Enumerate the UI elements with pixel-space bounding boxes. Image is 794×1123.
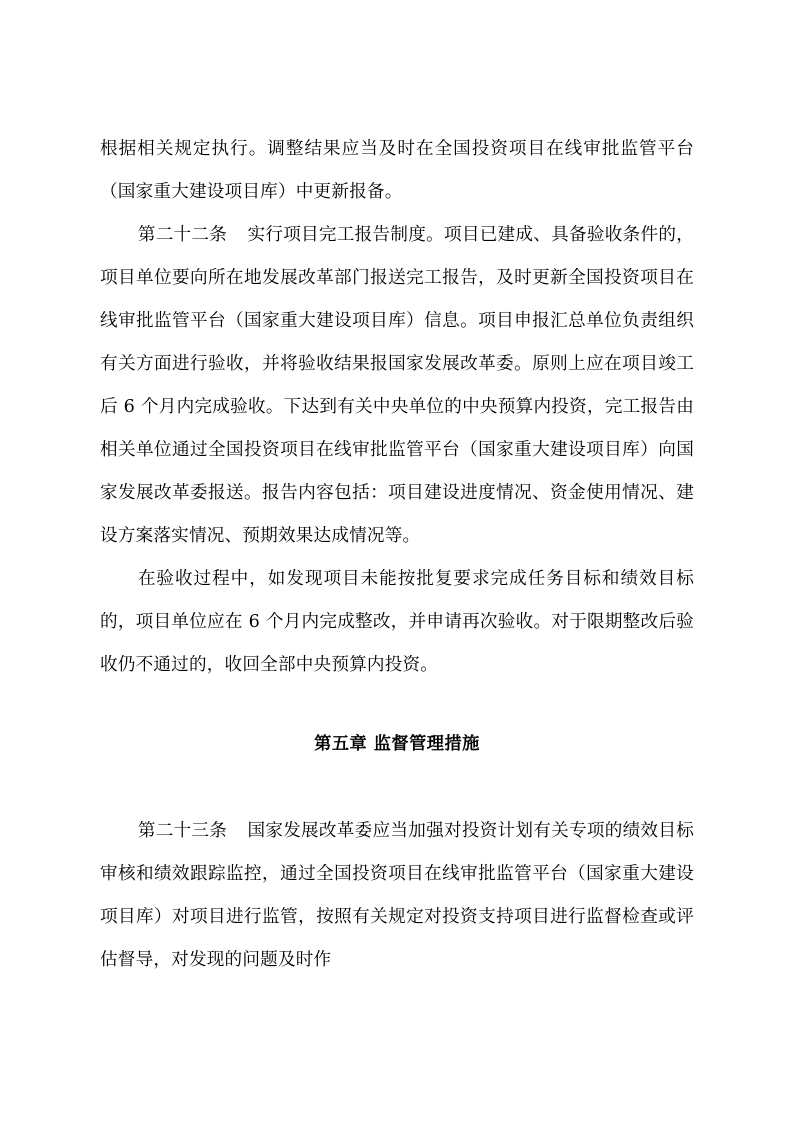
- paragraph-text: 国家发展改革委应当加强对投资计划有关专项的绩效目标审核和绩效跟踪监控，通过全国投资项目在线审批监管平台（国家重大建设项目库）对项目进行监管，按照有关规定对投资支持项目进行监督检查或评估督导，对发现的问题及时作: [100, 821, 694, 970]
- paragraph-article-23: [100, 810, 694, 982]
- paragraph-text: 实行项目完工报告制度。项目已建成、具备验收条件的，项目单位要向所在地发展改革部门报送完工报告，及时更新全国投资项目在线审批监管平台（国家重大建设项目库）信息。项目申报汇总单位负责组织有关方面进行验收，并将验收结果报国家发展改革委。原则上应在项目竣工后 6 个月内完成验收。下达到有关中央单位的中央预算内投资，完工报告由相关单位通过全国投资项目在线审批监管平台（国家重大建设项目库）向国家发展改革委报送。报告内容包括：项目建设进度情况、资金使用情况、建设方案落实情况、预期效果达成情况等。: [100, 225, 694, 546]
- paragraph-text: 在验收过程中，如发现项目未能按批复要求完成任务目标和绩效目标的，项目单位应在 6 个月内完成整改，并申请再次验收。对于限期整改后验收仍不通过的，收回全部中央预算内投资。: [100, 569, 694, 675]
- article-label-22: 第二十二条: [137, 225, 228, 245]
- paragraph-acceptance: [100, 558, 694, 687]
- chapter-heading: 第五章 监督管理措施: [314, 734, 480, 754]
- article-label-23: 第二十三条: [137, 821, 228, 841]
- paragraph-article-22: [100, 214, 694, 558]
- paragraph-continued: [100, 128, 694, 214]
- document-body: [100, 128, 694, 982]
- spacer-after-heading: [100, 766, 694, 810]
- paragraph-text: 根据相关规定执行。调整结果应当及时在全国投资项目在线审批监管平台（国家重大建设项目库）中更新报备。: [100, 139, 694, 202]
- spacer-before-heading: [100, 687, 694, 723]
